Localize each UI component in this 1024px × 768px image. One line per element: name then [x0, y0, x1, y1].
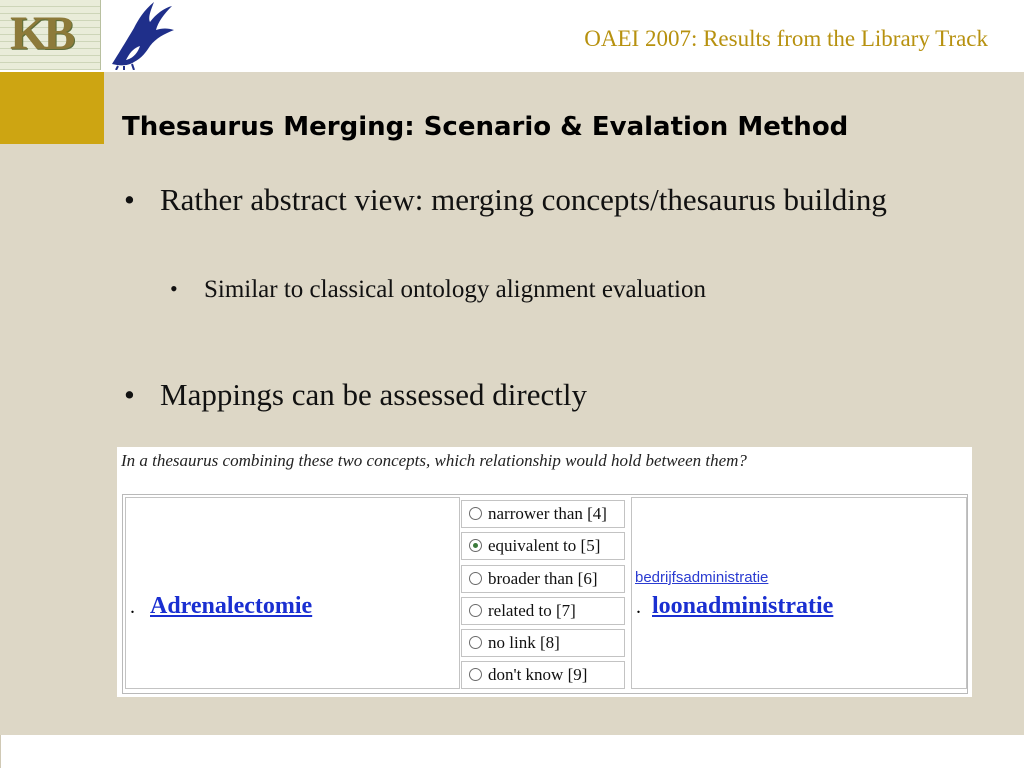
bullet-item: [120, 373, 940, 416]
presentation-title: OAEI 2007: Results from the Library Track: [584, 26, 988, 51]
list-dot: .: [636, 596, 641, 618]
relation-options: [461, 497, 629, 689]
radio-button[interactable]: [469, 668, 482, 681]
option-label: equivalent to [5]: [488, 536, 601, 555]
slide-title: Thesaurus Merging: Scenario & Evalation Method: [122, 112, 849, 142]
header-band: [0, 0, 1024, 72]
right-concept-link[interactable]: loonadministratie: [652, 593, 834, 619]
radio-button[interactable]: [469, 604, 482, 617]
radio-button[interactable]: [469, 636, 482, 649]
bullet-item: [120, 178, 940, 221]
radio-button[interactable]: [469, 572, 482, 585]
list-dot: .: [130, 596, 135, 618]
footer-band: [0, 735, 1024, 768]
option-label: broader than [6]: [488, 569, 598, 588]
option-narrower[interactable]: [461, 500, 625, 528]
bullet-icon: •: [170, 276, 178, 301]
right-concept-cell: [631, 497, 967, 689]
griffin-logo-icon: [104, 0, 176, 70]
bullet-icon: •: [124, 182, 135, 217]
option-label: related to [7]: [488, 601, 576, 620]
survey-question: In a thesaurus combining these two concepts, which relationship would hold between them?: [121, 451, 747, 470]
option-broader[interactable]: [461, 565, 625, 593]
option-related[interactable]: [461, 597, 625, 625]
bullet-text: Mappings can be assessed directly: [160, 377, 587, 412]
option-dont-know[interactable]: [461, 661, 625, 689]
bullet-text: Rather abstract view: merging concepts/thesaurus building: [160, 182, 887, 217]
left-concept-cell: [125, 497, 460, 689]
bullet-icon: •: [124, 377, 135, 412]
left-concept-link[interactable]: Adrenalectomie: [150, 593, 313, 619]
mapping-table: [122, 494, 968, 694]
option-label: no link [8]: [488, 633, 560, 652]
sub-bullet-text: Similar to classical ontology alignment evaluation: [204, 276, 706, 303]
option-label: narrower than [4]: [488, 504, 607, 523]
gold-accent-square: [0, 72, 104, 144]
kb-logo: KB: [0, 0, 101, 70]
option-equivalent[interactable]: [461, 532, 625, 560]
broader-context-link[interactable]: bedrijfsadministratie: [635, 569, 769, 586]
option-no-link[interactable]: [461, 629, 625, 657]
option-label: don't know [9]: [488, 665, 588, 684]
evaluation-form-screenshot: [117, 447, 972, 697]
sub-bullet-item: [170, 276, 706, 304]
radio-button[interactable]: [469, 507, 482, 520]
radio-button-selected[interactable]: [469, 539, 482, 552]
